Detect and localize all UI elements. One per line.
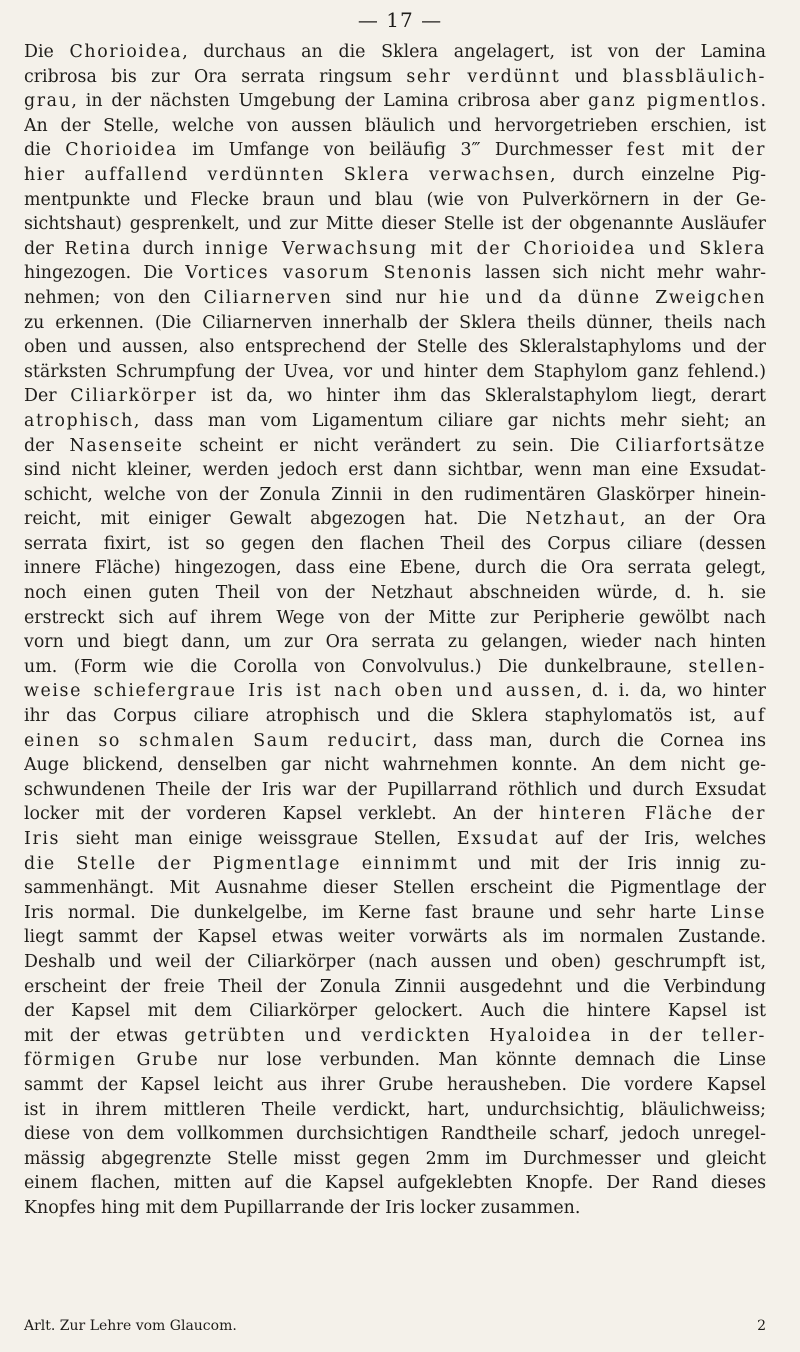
text-run: oben und aussen, also entsprechend der Stelle des Skleralstaphyloms und der [24, 337, 766, 358]
text-line [24, 827, 766, 852]
text-line [24, 975, 766, 1000]
text-run: , in der nächsten Umgebung der Lamina cribrosa aber [71, 91, 589, 112]
page-footer [24, 1318, 766, 1334]
text-line [24, 261, 766, 286]
text-line [24, 1024, 766, 1049]
text-run: scheint er nicht verändert zu sein. Die [183, 435, 616, 456]
spaced-emphasis: Iris [24, 829, 61, 849]
spaced-emphasis: Chorioidea [65, 140, 178, 161]
text-run: , dass man vom Ligamentum ciliare gar nichts mehr sieht; an [133, 410, 766, 431]
spaced-emphasis: Exsudat [456, 829, 540, 849]
text-line [24, 581, 766, 606]
text-line [24, 1073, 766, 1098]
spaced-emphasis: innige Verwachsung mit der Chorioidea und Sklera [204, 238, 766, 259]
text-run: mässig abgegrenzte Stelle misst gegen 2mm im Durchmesser und gleicht [24, 1148, 766, 1169]
text-run: und [560, 66, 623, 87]
text-run: die [24, 140, 66, 161]
text-run: vorn und biegt dann, um zur Ora serrata zu gelangen, wieder nach hinten [24, 632, 766, 653]
text-line [24, 876, 766, 901]
text-line [24, 311, 766, 336]
text-run: diese von dem vollkommen durchsichtigen Randtheile scharf, jedoch unregel- [24, 1124, 766, 1145]
text-line [24, 89, 766, 114]
text-line [24, 925, 766, 950]
text-run: serrata fixirt, ist so gegen den flachen Theil des Corpus ciliare (dessen [24, 533, 766, 554]
text-run: zu erkennen. (Die Ciliarnerven innerhalb der Sklera theils dünner, theils nach [24, 312, 766, 333]
text-line [24, 458, 766, 483]
spaced-emphasis: Ciliarnerven [203, 287, 333, 308]
text-line [24, 999, 766, 1024]
text-line [24, 1196, 766, 1221]
spaced-emphasis: Ciliarkörper [70, 386, 198, 407]
text-line [24, 679, 766, 704]
text-run: sind nur [332, 287, 440, 308]
text-line [24, 138, 766, 163]
text-line [24, 532, 766, 557]
text-run: sammt der Kapsel leicht aus ihrer Grube herausheben. Die vordere Kapsel [24, 1074, 766, 1095]
text-run: um. (Form wie die Corolla von Convolvulus.) Die dunkelbraune, [24, 656, 689, 677]
text-line [24, 1098, 766, 1123]
text-run: auf der Iris, welches [539, 829, 766, 849]
spaced-emphasis: getrübten und verdickten Hyaloidea in der teller- [184, 1025, 766, 1046]
text-run: sind nicht kleiner, werden jedoch erst dann sichtbar, wenn man eine Exsudat- [24, 460, 766, 481]
text-run: sieht man einige weissgraue Stellen, [60, 829, 457, 849]
text-run: nehmen; von den [24, 287, 204, 308]
text-run: liegt sammt der Kapsel etwas weiter vorwärts als im normalen Zustande. [24, 927, 766, 948]
text-line [24, 188, 766, 213]
spaced-emphasis: weise schiefergraue Iris ist nach oben und aussen [24, 681, 577, 702]
text-line [24, 1171, 766, 1196]
text-run: lassen sich nicht mehr wahr- [472, 263, 766, 284]
text-run: Auge blickend, denselben gar nicht wahrnehmen konnte. An dem nicht ge- [24, 755, 766, 776]
spaced-emphasis: grau [24, 91, 72, 112]
text-run: ist in ihrem mittleren Theile verdickt, hart, undurchsichtig, bläulichweiss; [24, 1099, 766, 1120]
text-line [24, 901, 766, 926]
text-run: mentpunkte und Flecke braun und blau (wie von Pulverkörnern in der Ge- [24, 189, 766, 210]
text-line [24, 729, 766, 754]
text-run: cribrosa bis zur Ora serrata ringsum [24, 66, 407, 87]
text-run: reicht, mit einiger Gewalt abgezogen hat. Die [24, 509, 526, 530]
signature-mark: 2 [757, 1318, 766, 1334]
text-run: . [760, 91, 766, 112]
text-line [24, 655, 766, 680]
text-run: , an der Ora [619, 509, 766, 530]
text-line [24, 802, 766, 827]
text-line [24, 852, 766, 877]
text-line [24, 704, 766, 729]
text-run: Die [24, 42, 70, 62]
text-line [24, 434, 766, 459]
spaced-emphasis: hinteren Fläche der [539, 804, 766, 825]
text-run: durch [131, 238, 205, 259]
text-line [24, 507, 766, 532]
text-run: der [24, 435, 70, 456]
text-run: , durchaus an die Sklera angelagert, ist von der Lamina [182, 42, 766, 62]
text-run: sammenhängt. Mit Ausnahme dieser Stellen erscheint die Pigmentlage der [24, 878, 766, 899]
text-line [24, 950, 766, 975]
text-line [24, 212, 766, 237]
spaced-emphasis: Chorioidea [69, 42, 183, 62]
text-run: hingezogen. Die [24, 263, 186, 284]
text-run: , dass man, durch die Cornea ins [411, 730, 766, 751]
text-line [24, 630, 766, 655]
text-run: locker mit der vorderen Kapsel verklebt. An der [24, 804, 540, 825]
page-number: — 17 — [357, 8, 443, 32]
text-line [24, 753, 766, 778]
spaced-emphasis: Vortices vasorum Stenonis [185, 263, 473, 284]
text-run: einem flachen, mitten auf die Kapsel aufgeklebten Knopfe. Der Rand dieses [24, 1173, 766, 1194]
spaced-emphasis: Nasenseite [69, 435, 184, 456]
text-line [24, 40, 766, 65]
text-line [24, 384, 766, 409]
text-line [24, 778, 766, 803]
spaced-emphasis: sehr verdünnt [406, 66, 561, 87]
spaced-emphasis: hier auffallend verdünnten Sklera verwachsen [24, 164, 551, 185]
spaced-emphasis: Netzhaut [525, 509, 620, 530]
text-run: Iris normal. Die dunkelgelbe, im Kerne fast braune und sehr harte [24, 902, 711, 923]
text-line [24, 360, 766, 385]
running-title: Arlt. Zur Lehre vom Glaucom. [24, 1318, 237, 1334]
text-run: stärksten Schrumpfung der Uvea, vor und hinter dem Staphylom ganz fehlend.) [24, 361, 766, 382]
text-run: der [24, 238, 65, 259]
text-run: , durch einzelne Pig- [550, 164, 766, 185]
text-run: Der [24, 386, 71, 407]
spaced-emphasis: Retina [64, 238, 132, 259]
spaced-emphasis: auf [733, 706, 766, 727]
text-line [24, 1122, 766, 1147]
spaced-emphasis: einen so schmalen Saum reducirt [24, 730, 412, 751]
text-run: mit der etwas [24, 1025, 185, 1046]
spaced-emphasis: die Stelle der Pigmentlage einnimmt [24, 853, 459, 874]
text-line [24, 65, 766, 90]
text-run: der Kapsel mit dem Ciliarkörper gelockert. Auch die hintere Kapsel ist [24, 1001, 766, 1022]
spaced-emphasis: hie und da dünne Zweigchen [439, 287, 766, 308]
text-run: Deshalb und weil der Ciliarkörper (nach aussen und oben) geschrumpft ist, [24, 951, 766, 972]
text-run: ihr das Corpus ciliare atrophisch und die Sklera staphylomatös ist, [24, 706, 734, 727]
spaced-emphasis: atrophisch [24, 410, 134, 431]
text-line [24, 237, 766, 262]
spaced-emphasis: förmigen Grube [24, 1050, 200, 1071]
text-line [24, 163, 766, 188]
spaced-emphasis: stellen- [688, 656, 766, 677]
text-line [24, 409, 766, 434]
text-run: nur lose verbunden. Man könnte demnach die Linse [199, 1050, 766, 1071]
text-run: sichtshaut) gesprenkelt, und zur Mitte dieser Stelle ist der obgenannte Ausläufer [24, 214, 766, 235]
text-line [24, 114, 766, 139]
text-line [24, 606, 766, 631]
text-run: Knopfes hing mit dem Pupillarrande der Iris locker zusammen. [24, 1197, 581, 1218]
text-line [24, 483, 766, 508]
text-run: ist da, wo hinter ihm das Skleralstaphylom liegt, derart [197, 386, 766, 407]
text-run: , d. i. da, wo hinter [576, 681, 766, 702]
spaced-emphasis: ganz pigmentlos [588, 91, 761, 112]
text-run: innere Fläche) hingezogen, dass eine Ebene, durch die Ora serrata gelegt, [24, 558, 766, 579]
body-text [24, 40, 766, 1221]
text-run: erstreckt sich auf ihrem Wege von der Mitte zur Peripherie gewölbt nach [24, 607, 766, 628]
text-run: noch einen guten Theil von der Netzhaut abschneiden würde, d. h. sie [24, 583, 766, 604]
text-run: erscheint der freie Theil der Zonula Zinnii ausgedehnt und die Verbindung [24, 976, 766, 997]
text-line [24, 1048, 766, 1073]
text-line [24, 556, 766, 581]
spaced-emphasis: fest mit der [626, 140, 766, 161]
spaced-emphasis: blassbläulich- [622, 66, 766, 87]
text-run: schicht, welche von der Zonula Zinnii in den rudimentären Glaskörper hinein- [24, 484, 766, 505]
text-run: An der Stelle, welche von aussen bläulich und hervorgetrieben erschien, ist [24, 115, 766, 136]
text-line [24, 335, 766, 360]
text-line [24, 286, 766, 311]
spaced-emphasis: Linse [710, 902, 766, 923]
text-line [24, 1147, 766, 1172]
text-run: schwundenen Theile der Iris war der Pupillarrand röthlich und durch Exsudat [24, 779, 766, 800]
text-run: und mit der Iris innig zu- [458, 853, 766, 874]
spaced-emphasis: Ciliarfortsätze [615, 435, 766, 456]
text-run: im Umfange von beiläufig 3‴ Durchmesser [177, 140, 627, 161]
